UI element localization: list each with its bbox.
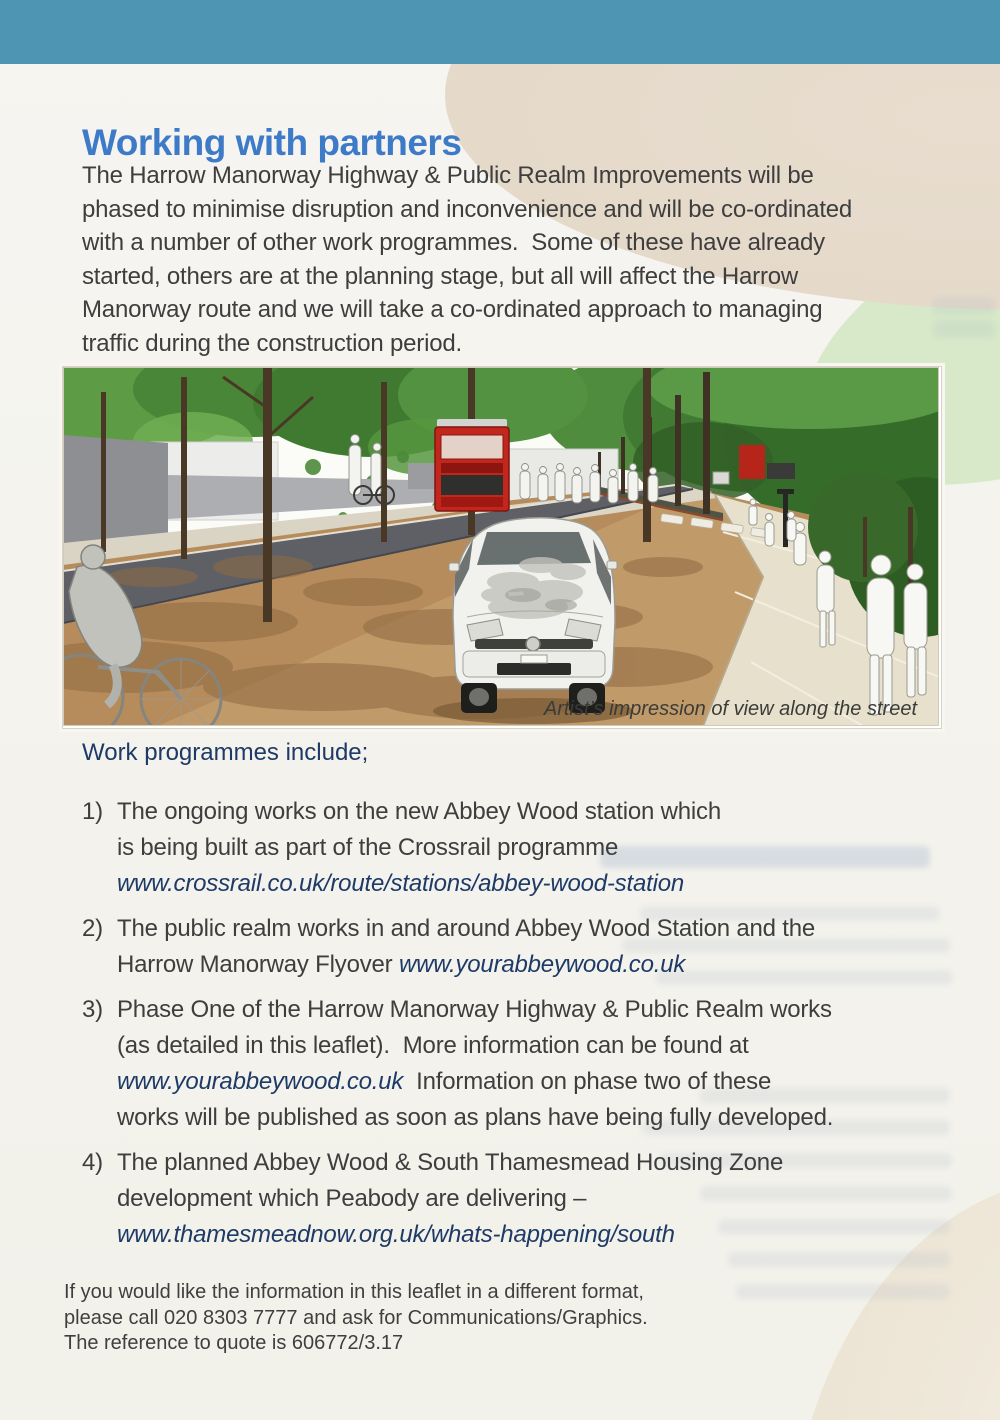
showthrough-ghost — [933, 320, 995, 338]
item-number: 3) — [82, 996, 103, 1023]
list-intro: Work programmes include; — [82, 739, 369, 766]
item-text: Harrow Manorway Flyover — [117, 951, 399, 978]
street-illustration — [62, 366, 942, 729]
item-number: 2) — [82, 915, 103, 942]
item-text: The ongoing works on the new Abbey Wood station which — [117, 798, 722, 825]
item-text: (as detailed in this leaflet). More information can be found at — [117, 1032, 749, 1059]
url-text: www.thamesmeadnow.org.uk/whats-happening/south — [117, 1221, 675, 1248]
item-number: 4) — [82, 1149, 103, 1176]
intro-paragraph — [82, 159, 852, 360]
work-programme-item-3 — [82, 992, 833, 1136]
red-bus — [435, 419, 509, 511]
item-number: 1) — [82, 798, 103, 825]
footer-line: please call 020 8303 7777 and ask for Communications/Graphics. — [64, 1306, 648, 1329]
intro-line: traffic during the construction period. — [82, 329, 462, 357]
street-illustration-art — [63, 367, 939, 726]
item-text: works will be published as soon as plans have being fully developed. — [117, 1104, 834, 1131]
footer-note — [64, 1280, 648, 1357]
item-text: is being built as part of the Crossrail programme — [117, 834, 619, 861]
url-text: www.yourabbeywood.co.uk — [398, 951, 686, 978]
work-programme-item-2 — [82, 911, 833, 983]
url-text: www.yourabbeywood.co.uk — [117, 1068, 404, 1095]
item-text: The public realm works in and around Abbey Wood Station and the — [117, 915, 816, 942]
url-text: www.crossrail.co.uk/route/stations/abbey-wood-station — [117, 870, 684, 897]
footer-line: The reference to quote is 606772/3.17 — [64, 1332, 404, 1354]
intro-line: Manorway route and we will take a co-ordinated approach to managing — [82, 296, 823, 323]
item-text: Information on phase two of these — [403, 1068, 772, 1095]
item-text: The planned Abbey Wood & South Thamesmead Housing Zone — [117, 1149, 784, 1176]
footer-line: If you would like the information in this leaflet in a different format, — [64, 1281, 644, 1303]
page-title: Working with partners — [82, 121, 462, 163]
item-text: Phase One of the Harrow Manorway Highway & Public Realm works — [117, 996, 832, 1023]
intro-line: phased to minimise disruption and inconvenience and will be co-ordinated — [82, 195, 853, 223]
work-programmes-list — [82, 794, 833, 1262]
intro-line: The Harrow Manorway Highway & Public Realm Improvements will be — [82, 162, 814, 189]
showthrough-ghost — [736, 1284, 950, 1299]
top-banner — [0, 0, 1000, 64]
work-programme-item-4 — [82, 1145, 833, 1253]
intro-line: started, others are at the planning stage, but all will affect the Harrow — [82, 262, 799, 290]
showthrough-ghost — [933, 297, 995, 315]
figure-caption: Artist’s impression of view along the street — [543, 698, 917, 720]
item-text: development which Peabody are delivering – — [117, 1185, 587, 1212]
intro-line: with a number of other work programmes. Some of these have already — [82, 229, 825, 256]
work-programme-item-1 — [82, 794, 833, 902]
